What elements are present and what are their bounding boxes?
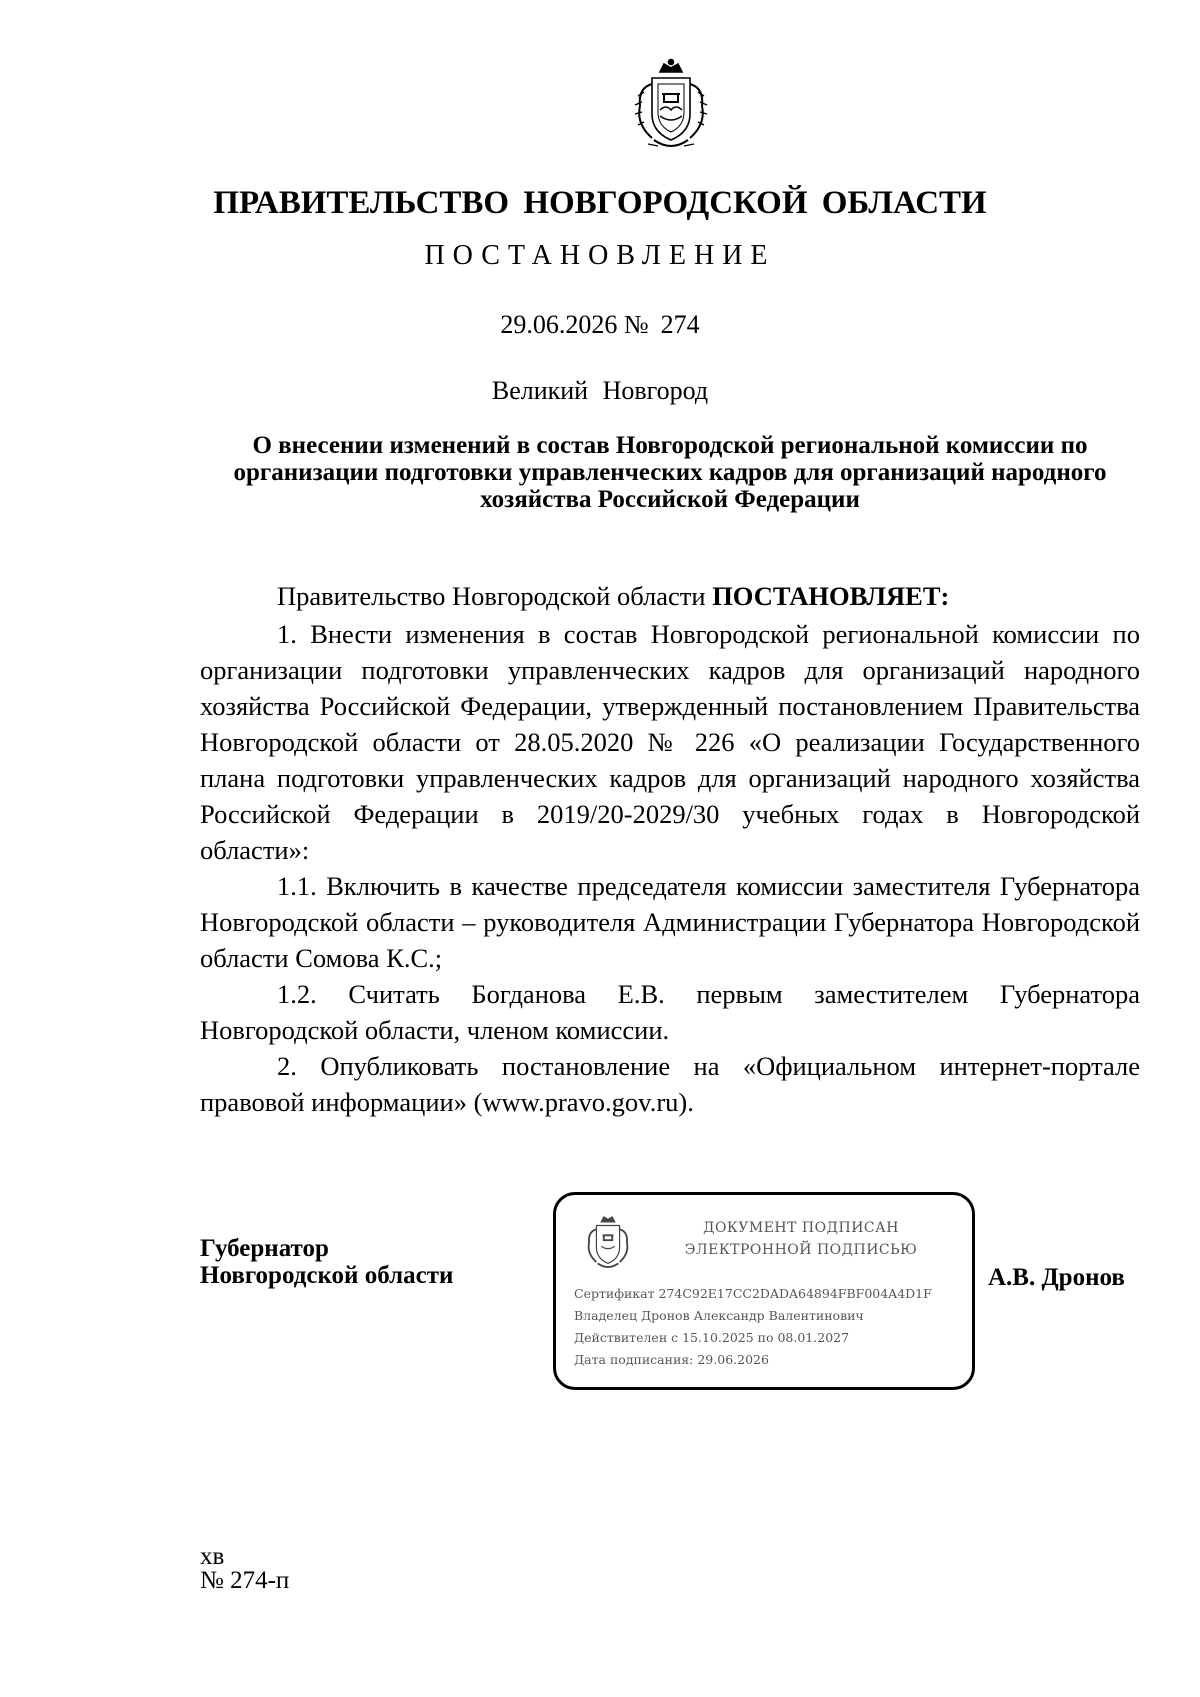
coat-of-arms-icon	[630, 58, 712, 152]
intro-text: Правительство Новгородской области	[277, 581, 713, 611]
paragraph-1: 1. Внести изменения в состав Новгородской региональной комиссии по организации подготовки управленческих кадров для организаций народного хозяйства Российской Федерации, утвержденный постановлением Правительства Новгородской области от 28.05.2020 № 226 «О реализации Государственного плана подготовки управленческих кадров для организаций народного хозяйства Российской Федерации в 2019/20-2029/30 учебных годах в Новгородской области»:	[200, 619, 1140, 865]
position-line-1: Губернатор	[200, 1235, 329, 1262]
paragraph-1-2: 1.2. Считать Богданова Е.В. первым заместителем Губернатора Новгородской области, членом комиссии.	[200, 979, 1140, 1045]
electronic-signature-stamp	[553, 1192, 975, 1390]
stamp-heading	[651, 1217, 951, 1261]
stamp-signed-date: Дата подписания: 29.06.2026	[574, 1352, 769, 1367]
paragraph-2: 2. Опубликовать постановление на «Официальном интернет-портале правовой информации» (www.pravo.gov.ru).	[200, 1051, 1140, 1117]
document-subject: О внесении изменений в состав Новгородской региональной комиссии по организации подготовки управленческих кадров для организаций народного хозяйства Российской Федерации	[233, 432, 1107, 513]
position-line-2: Новгородской области	[200, 1262, 454, 1289]
city: Великий Новгород	[491, 376, 709, 405]
government-title: ПРАВИТЕЛЬСТВО НОВГОРОДСКОЙ ОБЛАСТИ	[213, 185, 987, 221]
signatory-position	[200, 1235, 453, 1289]
executor-initials: хв	[200, 1543, 225, 1570]
number-sign: №	[623, 310, 649, 339]
document-type: ПОСТАНОВЛЕНИЕ	[424, 240, 776, 271]
signatory-name: А.В. Дронов	[988, 1264, 1125, 1291]
stamp-heading-line-2: ЭЛЕКТРОННОЙ ПОДПИСЬЮ	[684, 1242, 918, 1258]
date-number-line	[0, 310, 1200, 340]
stamp-owner: Владелец Дронов Александр Валентинович	[574, 1308, 864, 1323]
registration-number: № 274-п	[200, 1567, 290, 1594]
stamp-validity: Действителен с 15.10.2025 по 08.01.2027	[574, 1330, 850, 1345]
document-number: 274	[660, 310, 700, 339]
stamp-heading-line-1: ДОКУМЕНТ ПОДПИСАН	[703, 1220, 899, 1236]
stamp-details	[574, 1283, 969, 1371]
resolution-intro	[200, 578, 1140, 614]
resolves-keyword: ПОСТАНОВЛЯЕТ:	[712, 581, 950, 611]
document-date: 29.06.2026	[500, 310, 618, 339]
stamp-certificate: Сертификат 274C92E17CC2DADA64894FBF004A4D1F	[574, 1286, 932, 1301]
document-footer	[200, 1545, 289, 1593]
stamp-coat-of-arms-icon	[583, 1213, 633, 1271]
document-body	[200, 578, 1140, 1120]
paragraph-1-1: 1.1. Включить в качестве председателя комиссии заместителя Губернатора Новгородской области – руководителя Администрации Губернатора Новгородской области Сомова К.С.;	[200, 871, 1140, 973]
